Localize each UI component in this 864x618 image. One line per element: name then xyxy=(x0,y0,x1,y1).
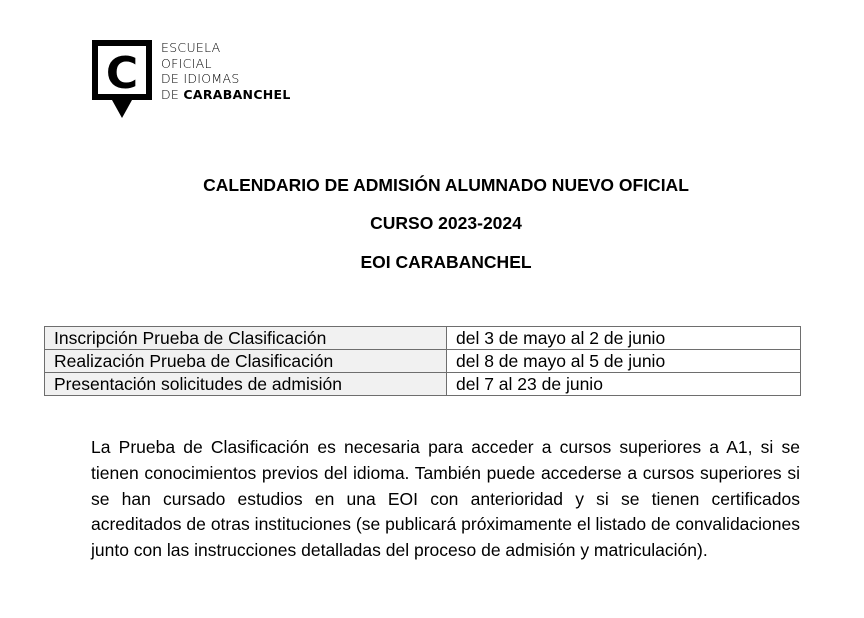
schedule-dates: del 3 de mayo al 2 de junio xyxy=(447,327,801,350)
info-paragraph: La Prueba de Clasificación es necesaria para acceder a cursos superiores a A1, si se tienen conocimientos previos del idioma. También puede accederse a cursos superiores si se han cursado estudios en una EOI con anterioridad y si se tienen certificados acreditados de otras instituciones (se publicará próximamente el listado de convalidaciones junto con las instrucciones detalladas del proceso de admisión y matriculación). xyxy=(91,437,800,561)
schedule-item: Inscripción Prueba de Clasificación xyxy=(45,327,447,350)
schedule-item: Presentación solicitudes de admisión xyxy=(45,373,447,396)
logo-line-1: ESCUELA xyxy=(161,40,221,55)
logo-line-4-prefix: DE xyxy=(161,86,184,102)
admission-schedule-table xyxy=(44,326,801,396)
school-logo xyxy=(92,40,302,120)
course-title: CURSO 2023-2024 xyxy=(370,213,522,233)
table-row xyxy=(45,350,801,373)
logo-line-3: DE IDIOMAS xyxy=(161,71,240,86)
page-title: CALENDARIO DE ADMISIÓN ALUMNADO NUEVO OFICIAL xyxy=(203,175,689,195)
logo-line-4-bold: CARABANCHEL xyxy=(183,86,291,102)
table-row xyxy=(45,327,801,350)
schedule-dates: del 7 al 23 de junio xyxy=(447,373,801,396)
table-row xyxy=(45,373,801,396)
schedule-dates: del 8 de mayo al 5 de junio xyxy=(447,350,801,373)
logo-line-2: OFICIAL xyxy=(161,55,212,71)
speech-bubble-c-logo-icon xyxy=(92,40,156,120)
school-title: EOI CARABANCHEL xyxy=(360,252,532,272)
logo-mark-letter: C xyxy=(105,48,139,99)
schedule-item: Realización Prueba de Clasificación xyxy=(45,350,447,373)
logo-line-4 xyxy=(161,87,291,103)
logo-wordmark xyxy=(161,40,291,102)
